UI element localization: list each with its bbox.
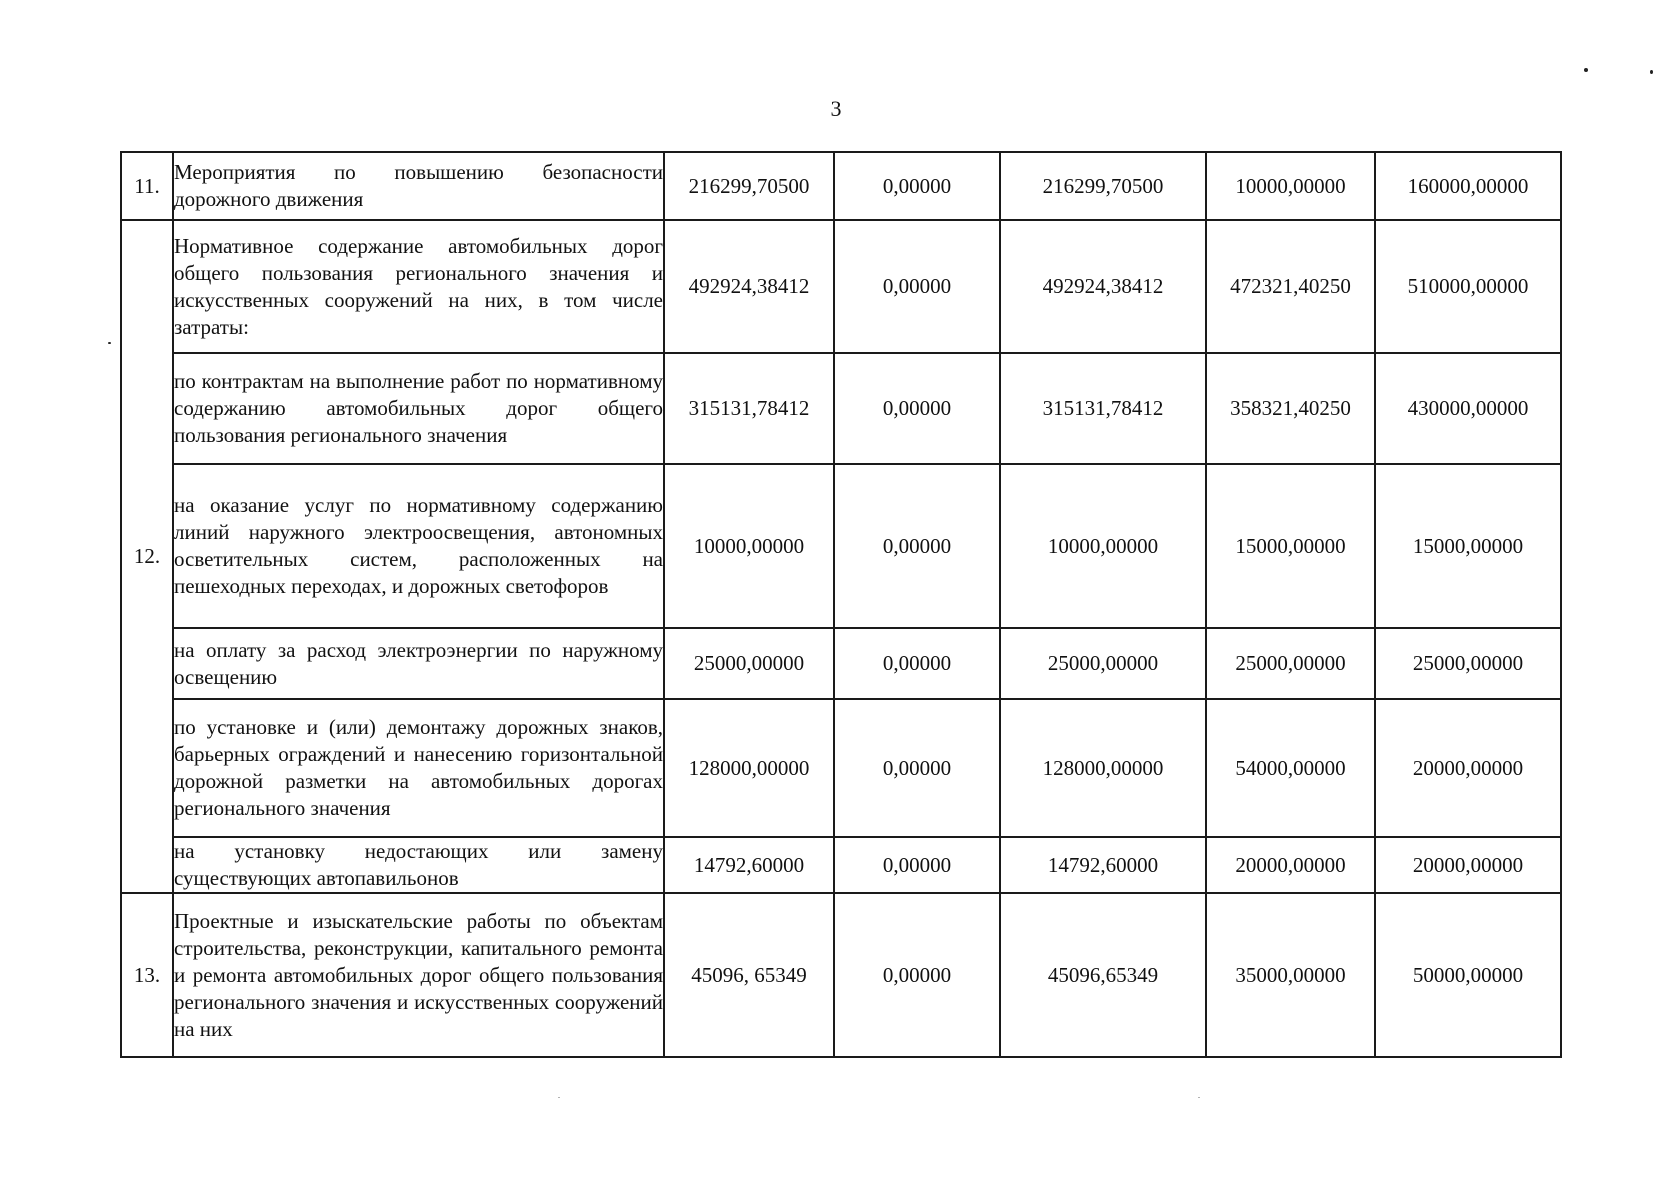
table-row (121, 628, 1561, 699)
budget-table (120, 151, 1562, 1058)
row-description: на оказание услуг по нормативному содержанию линий наружного электроосвещения, автономных осветительных систем, расположенных на пешеходных переходах, и дорожных светофоров (173, 464, 664, 628)
row-description: Мероприятия по повышению безопасности дорожного движения (173, 152, 664, 220)
value-col-2: 0,00000 (834, 837, 1000, 893)
table-row (121, 220, 1561, 353)
value-col-4: 25000,00000 (1206, 628, 1375, 699)
value-col-4: 35000,00000 (1206, 893, 1375, 1057)
scan-speck (1198, 1097, 1200, 1098)
value-col-1: 45096, 65349 (664, 893, 834, 1057)
value-col-1: 14792,60000 (664, 837, 834, 893)
value-col-5: 510000,00000 (1375, 220, 1561, 353)
value-col-3: 14792,60000 (1000, 837, 1206, 893)
table-row (121, 152, 1561, 220)
value-col-5: 20000,00000 (1375, 837, 1561, 893)
value-col-2: 0,00000 (834, 893, 1000, 1057)
row-description: по контрактам на выполнение работ по нормативному содержанию автомобильных дорог общего пользования регионального значения (173, 353, 664, 464)
row-number: 11. (121, 152, 173, 220)
value-col-2: 0,00000 (834, 353, 1000, 464)
value-col-4: 472321,40250 (1206, 220, 1375, 353)
value-col-4: 54000,00000 (1206, 699, 1375, 837)
value-col-4: 358321,40250 (1206, 353, 1375, 464)
value-col-1: 25000,00000 (664, 628, 834, 699)
value-col-2: 0,00000 (834, 220, 1000, 353)
table-row (121, 893, 1561, 1057)
value-col-3: 492924,38412 (1000, 220, 1206, 353)
row-description: на установку недостающих или замену существующих автопавильонов (173, 837, 664, 893)
value-col-1: 492924,38412 (664, 220, 834, 353)
value-col-3: 315131,78412 (1000, 353, 1206, 464)
row-description: Нормативное содержание автомобильных дорог общего пользования регионального значения и искусственных сооружений на них, в том числе затраты: (173, 220, 664, 353)
page-number: 3 (830, 96, 842, 121)
value-col-4: 15000,00000 (1206, 464, 1375, 628)
value-col-1: 216299,70500 (664, 152, 834, 220)
value-col-5: 20000,00000 (1375, 699, 1561, 837)
value-col-3: 10000,00000 (1000, 464, 1206, 628)
value-col-5: 50000,00000 (1375, 893, 1561, 1057)
row-number: 12. (121, 220, 173, 893)
table-row (121, 699, 1561, 837)
value-col-4: 10000,00000 (1206, 152, 1375, 220)
value-col-2: 0,00000 (834, 464, 1000, 628)
scan-speck (1584, 68, 1588, 72)
value-col-4: 20000,00000 (1206, 837, 1375, 893)
value-col-3: 45096,65349 (1000, 893, 1206, 1057)
value-col-1: 10000,00000 (664, 464, 834, 628)
row-description: по установке и (или) демонтажу дорожных знаков, барьерных ограждений и нанесению горизонтальной дорожной разметки на автомобильных дорогах регионального значения (173, 699, 664, 837)
table-row (121, 837, 1561, 893)
row-description: Проектные и изыскательские работы по объектам строительства, реконструкции, капитального ремонта и ремонта автомобильных дорог общего пользования регионального значения и искусственных сооружений на них (173, 893, 664, 1057)
value-col-1: 128000,00000 (664, 699, 834, 837)
value-col-1: 315131,78412 (664, 353, 834, 464)
value-col-2: 0,00000 (834, 699, 1000, 837)
value-col-3: 25000,00000 (1000, 628, 1206, 699)
value-col-2: 0,00000 (834, 152, 1000, 220)
value-col-5: 160000,00000 (1375, 152, 1561, 220)
scan-speck (108, 342, 111, 344)
row-description: на оплату за расход электроэнергии по наружному освещению (173, 628, 664, 699)
value-col-3: 128000,00000 (1000, 699, 1206, 837)
row-number: 13. (121, 893, 173, 1057)
table-row (121, 353, 1561, 464)
scan-speck (1650, 70, 1653, 74)
value-col-5: 430000,00000 (1375, 353, 1561, 464)
scan-speck (558, 1097, 560, 1098)
value-col-5: 15000,00000 (1375, 464, 1561, 628)
value-col-2: 0,00000 (834, 628, 1000, 699)
table-row (121, 464, 1561, 628)
value-col-3: 216299,70500 (1000, 152, 1206, 220)
value-col-5: 25000,00000 (1375, 628, 1561, 699)
